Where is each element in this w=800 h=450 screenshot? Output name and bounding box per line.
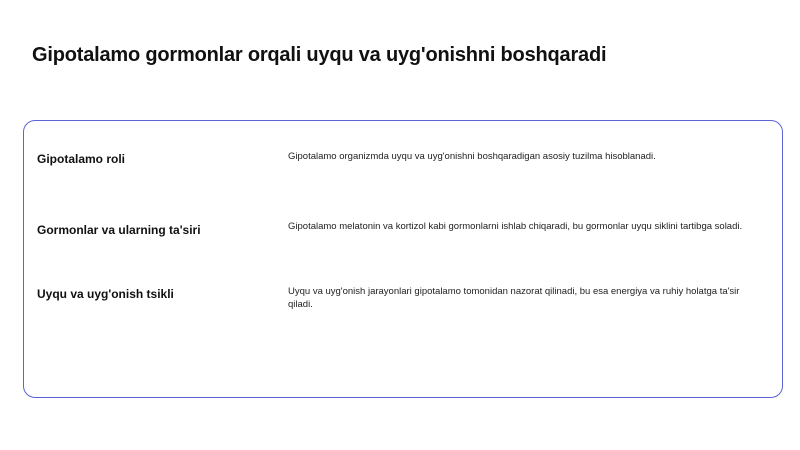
row-label: Gipotalamo roli — [37, 152, 126, 166]
row-label: Uyqu va uyg'onish tsikli — [37, 287, 174, 301]
row-description: Gipotalamo organizmda uyqu va uyg'onishni boshqaradigan asosiy tuzilma hisoblanadi. — [288, 151, 656, 162]
slide-title: Gipotalamo gormonlar orqali uyqu va uyg'onishni boshqaradi — [32, 44, 607, 66]
row-label: Gormonlar va ularning ta'siri — [37, 223, 201, 237]
row-description: Uyqu va uyg'onish jarayonlari gipotalamo tomonidan nazorat qilinadi, bu esa energiya va ruhiy holatga ta'sir qiladi. — [288, 286, 740, 310]
row-description: Gipotalamo melatonin va kortizol kabi gormonlarni ishlab chiqaradi, bu gormonlar uyqu siklini tartibga soladi. — [288, 221, 743, 232]
content-panel — [23, 120, 783, 398]
